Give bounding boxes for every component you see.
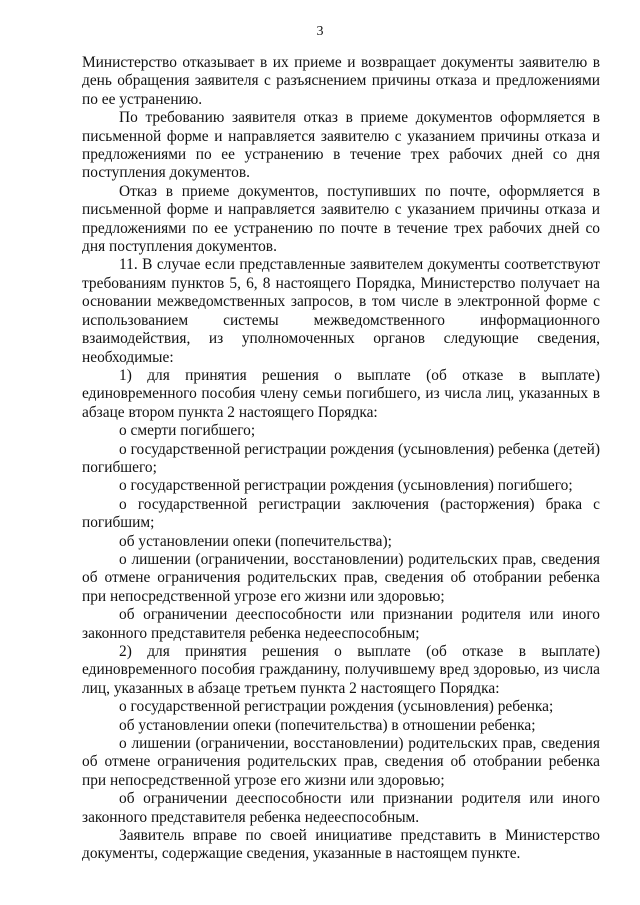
paragraph: о лишении (ограничении, восстановлении) родительских прав, сведения об отмене ограничения родительских прав, сведения об отобрании ребенка при непосредственной угрозе его жизни или здоровью; xyxy=(82,735,600,789)
page-number: 3 xyxy=(316,24,324,39)
paragraph: Отказ в приеме документов, поступивших по почте, оформляется в письменной форме и направляется заявителю с указанием причины отказа и предложениями по ее устранению по почте в течение трех рабочих дней со дня поступления документов. xyxy=(82,182,600,256)
paragraph: 2) для принятия решения о выплате (об отказе в выплате) единовременного пособия гражданину, получившему вред здоровью, из числа лиц, указанных в абзаце третьем пункта 2 настоящего Порядка: xyxy=(82,643,600,697)
paragraph: 1) для принятия решения о выплате (об отказе в выплате) единовременного пособия члену семьи погибшего, из числа лиц, указанных в абзаце втором пункта 2 настоящего Порядка: xyxy=(82,366,600,421)
paragraph: Министерство отказывает в их приеме и возвращает документы заявителю в день обращения заявителя с разъяснением причины отказа и предложениями по ее устранению. xyxy=(82,54,600,108)
paragraph: об ограничении дееспособности или признании родителя или иного законного представителя ребенка недееспособным; xyxy=(82,606,600,642)
paragraph: о лишении (ограничении, восстановлении) родительских прав, сведения об отмене ограничения родительских прав, сведения об отобрании ребенка при непосредственной угрозе его жизни или здоровью; xyxy=(82,550,600,605)
paragraph: Заявитель вправе по своей инициативе представить в Министерство документы, содержащие сведения, указанные в настоящем пункте. xyxy=(82,827,600,863)
paragraph: об установлении опеки (попечительства) в отношении ребенка; xyxy=(119,716,536,734)
paragraph: об ограничении дееспособности или признании родителя или иного законного представителя ребенка недееспособным. xyxy=(82,790,600,826)
paragraph: о государственной регистрации рождения (усыновления) погибшего; xyxy=(119,477,573,495)
paragraph: об установлении опеки (попечительства); xyxy=(119,532,392,550)
paragraph: о государственной регистрации рождения (усыновления) ребенка; xyxy=(119,698,554,716)
paragraph: о смерти погибшего; xyxy=(119,422,256,440)
paragraph: о государственной регистрации заключения (расторжения) брака с погибшим; xyxy=(82,495,600,532)
paragraph: По требованию заявителя отказ в приеме документов оформляется в письменной форме и направляется заявителю с указанием причины отказа и предложениями по ее устранению в течение трех рабочих дней со дня поступления документов. xyxy=(82,109,600,182)
paragraph: 11. В случае если представленные заявителем документы соответствуют требованиям пунктов 5, 6, 8 настоящего Порядка, Министерство получает на основании межведомственных запросов, в том числе в электронной форме с использованием системы межведомственного информационного взаимодействия, из уполномоченных органов следующие сведения, необходимые: xyxy=(82,256,600,366)
document-body xyxy=(82,54,600,864)
paragraph: о государственной регистрации рождения (усыновления) ребенка (детей) погибшего; xyxy=(82,440,600,476)
